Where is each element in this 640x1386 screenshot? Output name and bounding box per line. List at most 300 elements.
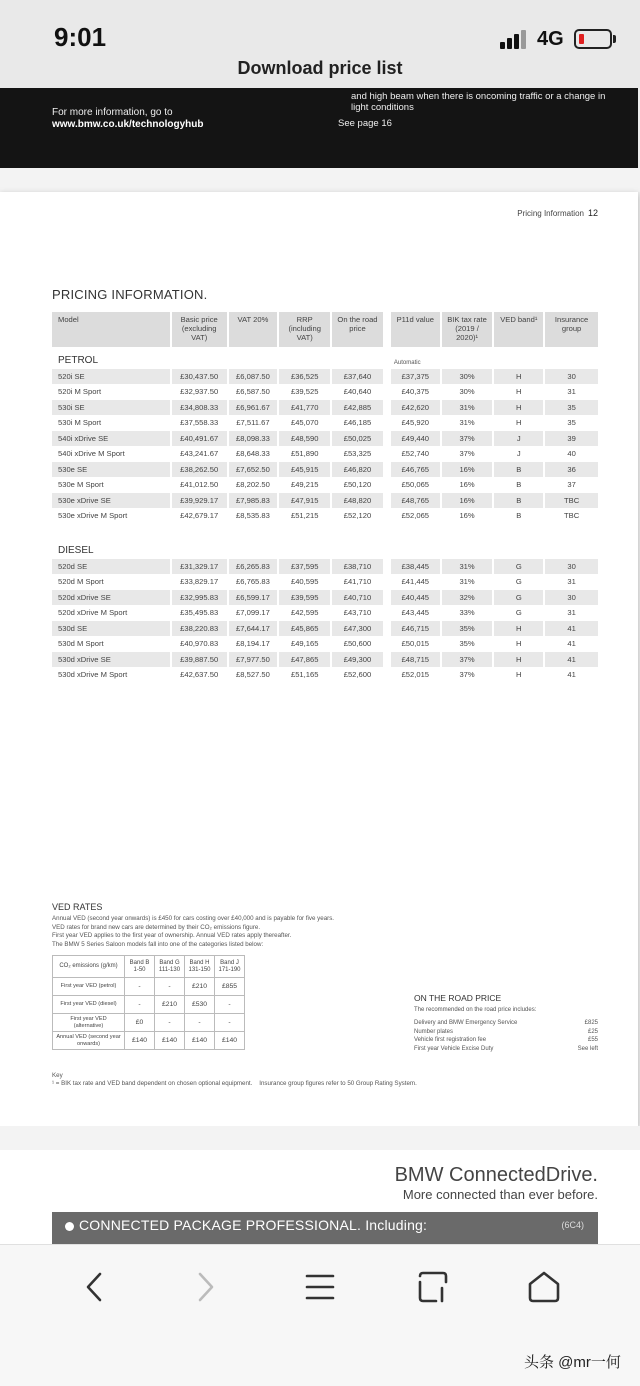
cell-basic: £40,491.67: [172, 431, 229, 447]
cell-model: 520d M Sport: [52, 575, 172, 591]
empty-cell: [442, 347, 495, 369]
cell-model: 530e M Sport: [52, 478, 172, 494]
cell-p11d: £46,715: [391, 621, 442, 637]
col-basic: Basic price (excluding VAT): [172, 312, 229, 347]
cell-p11d: £50,015: [391, 637, 442, 653]
cell-vat: £8,535.83: [229, 509, 280, 525]
chevron-left-icon: [84, 1271, 104, 1303]
battery-icon: [574, 29, 612, 49]
cell-p11d: £40,375: [391, 385, 442, 401]
cell-ins: TBC: [545, 493, 598, 509]
cell-bik: 16%: [442, 478, 495, 494]
status-bar: [0, 0, 640, 56]
cell-model: 520d xDrive M Sport: [52, 606, 172, 622]
cell-rrp: £45,070: [279, 416, 332, 432]
cell-rrp: £36,525: [279, 369, 332, 385]
package-code: (6C4): [561, 1220, 584, 1230]
cell-rrp: £51,215: [279, 509, 332, 525]
cell-ins: 39: [545, 431, 598, 447]
otr-item-value: See left: [577, 1045, 598, 1052]
pricing-header-row: [52, 312, 598, 347]
cell-ins: TBC: [545, 509, 598, 525]
table-row: [52, 509, 598, 525]
cell-p11d: £41,445: [391, 575, 442, 591]
cell-ins: 31: [545, 606, 598, 622]
beam-text: and high beam when there is oncoming traffic or a change in light conditions: [351, 91, 606, 113]
band-name: Band G: [159, 959, 180, 966]
cell-basic: £40,970.83: [172, 637, 229, 653]
network-label: 4G: [537, 28, 564, 50]
otr-item-label: Delivery and BMW Emergency Service: [414, 1020, 518, 1026]
cell-bik: 31%: [442, 416, 495, 432]
empty-cell: [332, 537, 385, 559]
cell-bik: 31%: [442, 400, 495, 416]
cell-model: 530d xDrive M Sport: [52, 668, 172, 684]
cell-model: 530e SE: [52, 462, 172, 478]
ved-row: [53, 978, 245, 996]
otr-list: [414, 1019, 598, 1053]
technology-hub-link[interactable]: www.bmw.co.uk/technologyhub: [52, 119, 204, 130]
ved-band-header: [185, 956, 215, 978]
ved-row-label: Annual VED (second year onwards): [53, 1032, 125, 1050]
cell-bik: 33%: [442, 606, 495, 622]
cell-bik: 37%: [442, 652, 495, 668]
cell-vat: £8,194.17: [229, 637, 280, 653]
cell-bik: 16%: [442, 493, 495, 509]
ved-line: VED rates for brand new cars are determined by their CO₂ emissions figure.: [52, 923, 261, 931]
cell-vat: £7,644.17: [229, 621, 280, 637]
otr-title: ON THE ROAD PRICE: [414, 993, 502, 1003]
key-label: Key: [52, 1072, 63, 1079]
browser-toolbar: [0, 1244, 640, 1386]
cell-basic: £32,995.83: [172, 590, 229, 606]
cell-otr: £47,300: [332, 621, 385, 637]
previous-page-banner: [0, 88, 638, 168]
band-range: 1-50: [133, 966, 146, 973]
menu-icon: [305, 1273, 335, 1301]
cell-basic: £34,808.33: [172, 400, 229, 416]
table-row: [52, 478, 598, 494]
document-page: [0, 192, 638, 1126]
ved-cell: -: [125, 996, 155, 1014]
page-gap: [0, 168, 640, 192]
watermark: 头条 @mr一何: [524, 1354, 621, 1371]
info-line: For more information, go to: [52, 107, 173, 118]
cell-ved: J: [494, 431, 545, 447]
table-row: [52, 637, 598, 653]
package-bar: [52, 1212, 598, 1244]
section-label: PETROL: [52, 347, 172, 369]
cell-model: 520d xDrive SE: [52, 590, 172, 606]
page-header: [517, 208, 598, 218]
band-range: 131-150: [188, 966, 211, 973]
cell-otr: £43,710: [332, 606, 385, 622]
cell-rrp: £39,525: [279, 385, 332, 401]
cell-ved: H: [494, 652, 545, 668]
empty-cell: [545, 537, 598, 559]
home-button[interactable]: [518, 1265, 570, 1309]
section-title: PRICING INFORMATION.: [52, 287, 208, 302]
cell-p11d: £52,065: [391, 509, 442, 525]
ved-line: The BMW 5 Series Saloon models fall into one of the categories listed below:: [52, 940, 264, 948]
cell-vat: £8,202.50: [229, 478, 280, 494]
cell-p11d: £38,445: [391, 559, 442, 575]
otr-item-value: £825: [584, 1020, 598, 1026]
cell-rrp: £41,770: [279, 400, 332, 416]
ved-cell: £0: [125, 1014, 155, 1032]
key-section: [52, 1072, 417, 1088]
cell-model: 530d SE: [52, 621, 172, 637]
tabs-icon: [416, 1270, 450, 1304]
cell-model: 530e xDrive M Sport: [52, 509, 172, 525]
cell-vat: £7,977.50: [229, 652, 280, 668]
empty-cell: [442, 537, 495, 559]
cell-ved: H: [494, 416, 545, 432]
cell-rrp: £51,165: [279, 668, 332, 684]
otr-item-label: Vehicle first registration fee: [414, 1037, 487, 1043]
cell-ins: 40: [545, 447, 598, 463]
ved-table: [52, 955, 245, 1050]
table-row: [52, 400, 598, 416]
ved-line: First year VED applies to the first year of ownership. Annual VED rates apply thereafter.: [52, 932, 292, 939]
ved-cell: -: [215, 1014, 245, 1032]
band-range: 171-190: [218, 966, 241, 973]
cell-p11d: £46,765: [391, 462, 442, 478]
bullet-icon: [65, 1222, 74, 1231]
cell-p11d: £37,375: [391, 369, 442, 385]
cell-bik: 16%: [442, 462, 495, 478]
cell-ved: G: [494, 606, 545, 622]
otr-item-label: First year Vehicle Excise Duty: [414, 1045, 494, 1052]
ved-band-header: [215, 956, 245, 978]
cell-ins: 41: [545, 668, 598, 684]
col-otr: On the road price: [332, 312, 385, 347]
cell-rrp: £37,595: [279, 559, 332, 575]
insurance-note: Insurance group figures refer to 50 Group Rating System.: [259, 1080, 417, 1087]
page-title: Download price list: [0, 56, 640, 88]
cell-basic: £32,937.50: [172, 385, 229, 401]
otr-item-value: £25: [587, 1028, 598, 1035]
cell-ins: 36: [545, 462, 598, 478]
cell-model: 540i xDrive M Sport: [52, 447, 172, 463]
cell-otr: £40,710: [332, 590, 385, 606]
otr-item-value: £55: [587, 1037, 598, 1043]
pricing-table: [52, 312, 598, 683]
cell-model: 520d SE: [52, 559, 172, 575]
otr-item: [414, 1045, 598, 1054]
home-icon: [526, 1270, 562, 1304]
ved-line: Annual VED (second year onwards) is £450 for cars costing over £40,000 and is payable for five years.: [52, 915, 335, 922]
cell-ved: B: [494, 493, 545, 509]
ved-row: [53, 996, 245, 1014]
ved-cell: £140: [125, 1032, 155, 1050]
col-vat: VAT 20%: [229, 312, 280, 347]
cell-rrp: £49,165: [279, 637, 332, 653]
ved-rates-title: VED RATES: [52, 902, 103, 912]
cell-vat: £6,961.67: [229, 400, 280, 416]
cell-rrp: £51,890: [279, 447, 332, 463]
ved-cell: -: [215, 996, 245, 1014]
page-header-label: Pricing Information: [517, 209, 584, 218]
key-note: ¹ = BIK tax rate and VED band dependent on chosen optional equipment.: [52, 1080, 253, 1087]
otr-item-label: Number plates: [414, 1028, 454, 1035]
cell-bik: 32%: [442, 590, 495, 606]
ved-row-label: First year VED (alternative): [53, 1014, 125, 1032]
cell-p11d: £50,065: [391, 478, 442, 494]
table-row: [52, 559, 598, 575]
cell-ved: B: [494, 509, 545, 525]
cell-basic: £33,829.17: [172, 575, 229, 591]
cell-model: 520i M Sport: [52, 385, 172, 401]
cell-bik: 35%: [442, 637, 495, 653]
cell-ins: 41: [545, 652, 598, 668]
table-row: [52, 369, 598, 385]
spacer-cell: [52, 524, 598, 537]
cell-basic: £39,929.17: [172, 493, 229, 509]
otr-intro: The recommended on the road price includes:: [414, 1007, 537, 1013]
cell-basic: £30,437.50: [172, 369, 229, 385]
cell-p11d: £43,445: [391, 606, 442, 622]
cell-rrp: £45,865: [279, 621, 332, 637]
cell-basic: £38,262.50: [172, 462, 229, 478]
ved-header-row: [53, 956, 245, 978]
cell-vat: £7,099.17: [229, 606, 280, 622]
ved-cell: £210: [155, 996, 185, 1014]
ved-band-header: [155, 956, 185, 978]
cell-otr: £46,185: [332, 416, 385, 432]
cell-otr: £50,025: [332, 431, 385, 447]
cell-p11d: £48,765: [391, 493, 442, 509]
col-model: Model: [52, 312, 172, 347]
cell-otr: £41,710: [332, 575, 385, 591]
cell-vat: £7,511.67: [229, 416, 280, 432]
cell-p11d: £42,620: [391, 400, 442, 416]
table-row: [52, 416, 598, 432]
cell-p11d: £49,440: [391, 431, 442, 447]
forward-button[interactable]: [180, 1265, 232, 1309]
cell-ins: 31: [545, 575, 598, 591]
cell-vat: £8,527.50: [229, 668, 280, 684]
cell-model: 530i SE: [52, 400, 172, 416]
band-name: Band H: [189, 959, 210, 966]
empty-cell: [391, 537, 442, 559]
cell-model: 530d xDrive SE: [52, 652, 172, 668]
cell-bik: 31%: [442, 559, 495, 575]
empty-cell: [229, 537, 280, 559]
battery-cap: [613, 35, 616, 43]
ved-rates-text: [52, 915, 382, 949]
col-p11d: P11d value: [391, 312, 442, 347]
cell-ins: 30: [545, 559, 598, 575]
cell-ved: B: [494, 478, 545, 494]
cell-ved: H: [494, 637, 545, 653]
cell-vat: £6,765.83: [229, 575, 280, 591]
cell-p11d: £48,715: [391, 652, 442, 668]
pricing-table-body: [52, 347, 598, 683]
cell-p11d: £45,920: [391, 416, 442, 432]
cell-otr: £50,120: [332, 478, 385, 494]
col-rrp: RRP (including VAT): [279, 312, 332, 347]
ved-cell: £140: [185, 1032, 215, 1050]
cell-rrp: £39,595: [279, 590, 332, 606]
empty-cell: [332, 347, 385, 369]
cell-bik: 30%: [442, 369, 495, 385]
ved-cell: £530: [185, 996, 215, 1014]
cell-ins: 31: [545, 385, 598, 401]
table-row: [52, 621, 598, 637]
cell-otr: £37,640: [332, 369, 385, 385]
cell-ved: H: [494, 369, 545, 385]
signal-icon: [500, 29, 530, 49]
col-insurance: Insurance group: [545, 312, 598, 347]
menu-button[interactable]: [294, 1265, 346, 1309]
table-row: [52, 493, 598, 509]
empty-cell: [494, 347, 545, 369]
cell-ins: 41: [545, 621, 598, 637]
ved-row-label: First year VED (diesel): [53, 996, 125, 1014]
table-row: [52, 606, 598, 622]
cell-ins: 30: [545, 590, 598, 606]
ved-co2-header: CO₂ emissions (g/km): [53, 956, 125, 978]
cell-vat: £7,652.50: [229, 462, 280, 478]
cell-vat: £7,985.83: [229, 493, 280, 509]
empty-cell: [172, 537, 229, 559]
cell-ved: H: [494, 400, 545, 416]
cell-ins: 35: [545, 400, 598, 416]
ved-cell: -: [125, 978, 155, 996]
ved-cell: £855: [215, 978, 245, 996]
back-button[interactable]: [68, 1265, 120, 1309]
cell-model: 530d M Sport: [52, 637, 172, 653]
cell-ved: B: [494, 462, 545, 478]
cell-otr: £49,300: [332, 652, 385, 668]
cell-vat: £6,599.17: [229, 590, 280, 606]
package-label: CONNECTED PACKAGE PROFESSIONAL. Including:: [79, 1217, 428, 1233]
cell-otr: £52,600: [332, 668, 385, 684]
empty-cell: [229, 347, 280, 369]
cell-vat: £6,087.50: [229, 369, 280, 385]
cell-basic: £42,637.50: [172, 668, 229, 684]
cell-p11d: £52,740: [391, 447, 442, 463]
table-row: [52, 575, 598, 591]
cell-basic: £31,329.17: [172, 559, 229, 575]
cell-bik: 35%: [442, 621, 495, 637]
cell-ved: G: [494, 590, 545, 606]
cell-otr: £53,325: [332, 447, 385, 463]
ved-row: [53, 1014, 245, 1032]
cell-ved: H: [494, 621, 545, 637]
cell-vat: £6,587.50: [229, 385, 280, 401]
cell-ved: J: [494, 447, 545, 463]
cell-rrp: £47,865: [279, 652, 332, 668]
see-page-text: See page 16: [338, 118, 392, 129]
empty-cell: [494, 537, 545, 559]
band-name: Band J: [220, 959, 239, 966]
cell-otr: £46,820: [332, 462, 385, 478]
cell-ved: H: [494, 668, 545, 684]
empty-cell: [279, 537, 332, 559]
cell-bik: 30%: [442, 385, 495, 401]
cell-basic: £38,220.83: [172, 621, 229, 637]
cell-rrp: £42,595: [279, 606, 332, 622]
ved-cell: £210: [185, 978, 215, 996]
ved-band-header: [125, 956, 155, 978]
ved-cell: -: [155, 1014, 185, 1032]
empty-cell: [172, 347, 229, 369]
section-header-row: [52, 347, 598, 369]
cell-ins: 30: [545, 369, 598, 385]
table-row: [52, 590, 598, 606]
cell-basic: £43,241.67: [172, 447, 229, 463]
ved-row: [53, 1032, 245, 1050]
table-row: [52, 668, 598, 684]
cell-basic: £41,012.50: [172, 478, 229, 494]
cell-otr: £50,600: [332, 637, 385, 653]
cell-otr: £42,885: [332, 400, 385, 416]
automatic-label: Automatic: [391, 347, 442, 369]
section-label: DIESEL: [52, 537, 172, 559]
cell-model: 540i xDrive SE: [52, 431, 172, 447]
cell-rrp: £49,215: [279, 478, 332, 494]
cell-rrp: £40,595: [279, 575, 332, 591]
cell-ins: 37: [545, 478, 598, 494]
cell-ins: 41: [545, 637, 598, 653]
cell-ved: H: [494, 385, 545, 401]
empty-cell: [545, 347, 598, 369]
chevron-right-icon: [196, 1271, 216, 1303]
cell-otr: £38,710: [332, 559, 385, 575]
ved-cell: -: [155, 978, 185, 996]
band-range: 111-130: [158, 966, 181, 973]
cell-p11d: £52,015: [391, 668, 442, 684]
table-row: [52, 462, 598, 478]
cell-vat: £6,265.83: [229, 559, 280, 575]
cell-model: 530e xDrive SE: [52, 493, 172, 509]
section-header-row: [52, 537, 598, 559]
tabs-button[interactable]: [407, 1265, 459, 1309]
connecteddrive-subtitle: More connected than ever before.: [402, 1187, 598, 1202]
spacer-row: [52, 524, 598, 537]
cell-rrp: £45,915: [279, 462, 332, 478]
page-gap: [0, 1126, 640, 1150]
cell-basic: £39,887.50: [172, 652, 229, 668]
ved-cell: £140: [215, 1032, 245, 1050]
cell-model: 530i M Sport: [52, 416, 172, 432]
table-row: [52, 385, 598, 401]
otr-item: [414, 1028, 598, 1037]
key-notes: [52, 1080, 417, 1088]
cell-rrp: £48,590: [279, 431, 332, 447]
cell-p11d: £40,445: [391, 590, 442, 606]
otr-item: [414, 1019, 598, 1028]
otr-item: [414, 1036, 598, 1045]
cell-model: 520i SE: [52, 369, 172, 385]
col-ved: VED band¹: [494, 312, 545, 347]
cell-vat: £8,648.33: [229, 447, 280, 463]
band-name: Band B: [129, 959, 150, 966]
page-number: 12: [587, 208, 598, 218]
cell-basic: £37,558.33: [172, 416, 229, 432]
cell-otr: £52,120: [332, 509, 385, 525]
table-row: [52, 652, 598, 668]
ved-cell: -: [185, 1014, 215, 1032]
table-row: [52, 447, 598, 463]
cell-otr: £48,820: [332, 493, 385, 509]
cell-bik: 16%: [442, 509, 495, 525]
status-time: 9:01: [54, 22, 107, 52]
cell-basic: £35,495.83: [172, 606, 229, 622]
connecteddrive-title: BMW ConnectedDrive.: [394, 1164, 598, 1186]
